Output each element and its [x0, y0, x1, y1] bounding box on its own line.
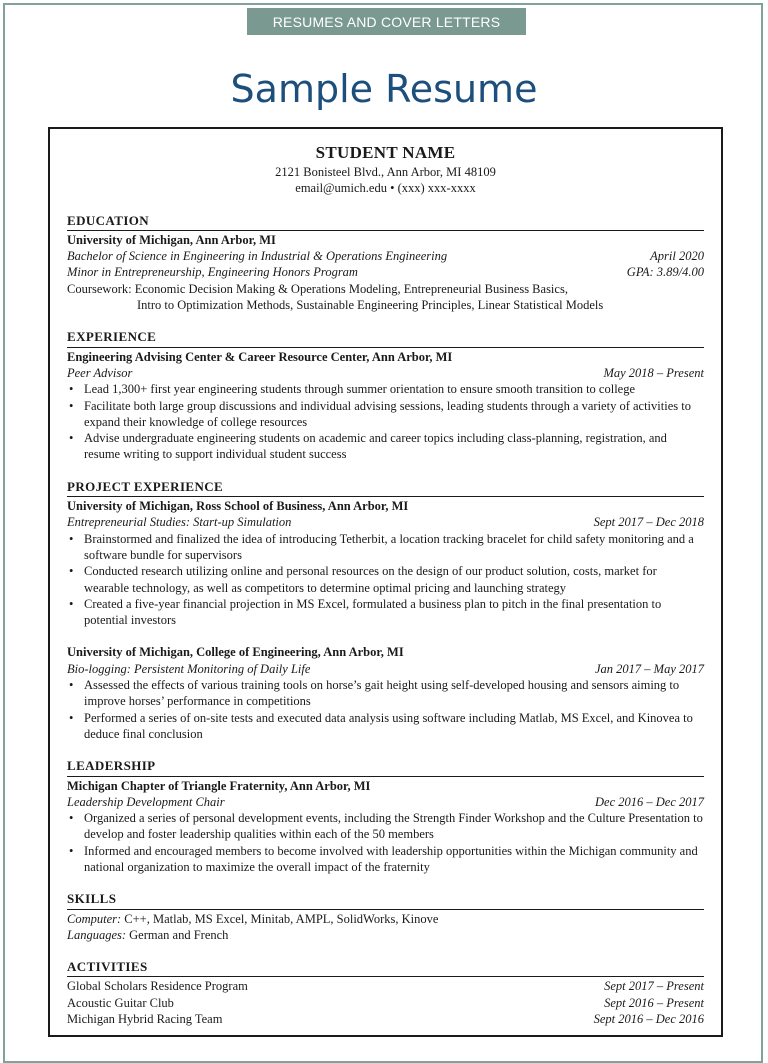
activity-name: Acoustic Guitar Club: [67, 995, 174, 1010]
bullet-item: • Conducted research utilizing online and personal resources on the design of our product solution, costs, market for wearable technology, as well as competitors to determine optimal pricing and launching strategy: [67, 563, 704, 596]
section-heading: EXPERIENCE: [67, 329, 704, 347]
bullet-item: • Facilitate both large group discussions and individual advising sessions, leading students through a variety of activities to expand their knowledge of college resources: [67, 398, 704, 431]
address: 2121 Bonisteel Blvd., Ann Arbor, MI 48109: [275, 165, 496, 179]
project-entry: [67, 644, 704, 742]
language-skills: [67, 927, 704, 943]
minor-row: [67, 264, 704, 280]
activity-row: [67, 978, 704, 994]
leadership-section: [67, 758, 704, 875]
skills-section: [67, 891, 704, 943]
bullet-item: • Created a five-year financial projection in MS Excel, formulated a business plan to pitch in the final presentation to potential investors: [67, 596, 704, 629]
school-name: University of Michigan, Ann Arbor, MI: [67, 232, 276, 247]
section-heading: LEADERSHIP: [67, 758, 704, 776]
gpa: GPA: 3.89/4.00: [626, 265, 704, 280]
bullet-list: [67, 677, 704, 742]
activity-row: [67, 1011, 704, 1027]
project-entry: [67, 498, 704, 628]
activity-name: Michigan Hybrid Racing Team: [67, 1012, 223, 1027]
category-banner: RESUMES AND COVER LETTERS: [247, 8, 526, 35]
activities-section: [67, 959, 704, 1027]
computer-label: Computer:: [67, 911, 122, 926]
organization: University of Michigan, College of Engineering, Ann Arbor, MI: [67, 645, 404, 660]
activity-dates: Sept 2016 – Dec 2016: [593, 1012, 704, 1027]
role: Entrepreneurial Studies: Start-up Simulation: [67, 515, 292, 530]
role: Peer Advisor: [67, 365, 133, 380]
role-row: [67, 661, 704, 677]
minor: Minor in Entrepreneurship, Engineering Honors Program: [67, 265, 358, 280]
computer-skills: [67, 911, 704, 927]
organization: University of Michigan, Ross School of Business, Ann Arbor, MI: [67, 499, 409, 514]
bullet-item: • Informed and encouraged members to become involved with leadership opportunities within the Michigan community and national organization to maximize the overall impact of the fraternity: [67, 843, 704, 876]
bullet-item: • Lead 1,300+ first year engineering students through summer orientation to ensure smooth transition to college: [67, 381, 704, 397]
section-heading: SKILLS: [67, 891, 704, 909]
activity-name: Global Scholars Residence Program: [67, 979, 248, 994]
resume-document: [48, 127, 723, 1037]
student-name: STUDENT NAME: [315, 143, 456, 162]
role-row: [67, 794, 704, 810]
computer-value: C++, Matlab, MS Excel, Minitab, AMPL, SolidWorks, Kinove: [124, 911, 439, 926]
activity-dates: Sept 2017 – Present: [604, 979, 704, 994]
activity-row: [67, 995, 704, 1011]
languages-label: Languages:: [67, 927, 127, 942]
resume-content: [67, 142, 704, 1027]
role: Leadership Development Chair: [67, 794, 225, 809]
page-title: Sample Resume: [230, 67, 538, 111]
dates: May 2018 – Present: [603, 365, 704, 380]
bullet-list: [67, 810, 704, 875]
section-heading: PROJECT EXPERIENCE: [67, 479, 704, 497]
role-row: [67, 514, 704, 530]
bullet-item: • Organized a series of personal development events, including the Strength Finder Workshop and the Culture Presentation to develop and foster leadership qualities within each of the 50 members: [67, 810, 704, 843]
contact-info: email@umich.edu • (xxx) xxx-xxxx: [295, 181, 476, 196]
organization: Engineering Advising Center & Career Resource Center, Ann Arbor, MI: [67, 349, 453, 364]
coursework-line-2: Intro to Optimization Methods, Sustainable Engineering Principles, Linear Statistical Models: [137, 298, 604, 313]
bullet-list: [67, 531, 704, 629]
coursework-line-1: Coursework: Economic Decision Making & Operations Modeling, Entrepreneurial Business Basics,: [67, 281, 568, 296]
bullet-item: • Brainstormed and finalized the idea of introducing Tetherbit, a location tracking bracelet for child safety monitoring and a software bundle for supervisors: [67, 531, 704, 564]
degree-date: April 2020: [650, 249, 704, 264]
degree: Bachelor of Science in Engineering in Industrial & Operations Engineering: [67, 249, 448, 264]
degree-row: [67, 248, 704, 264]
dates: Jan 2017 – May 2017: [594, 661, 704, 676]
role: Bio-logging: Persistent Monitoring of Daily Life: [67, 661, 311, 676]
bullet-item: • Advise undergraduate engineering students on academic and career topics including class-planning, registration, and resume writing to support individual student success: [67, 430, 704, 463]
bullet-list: [67, 381, 704, 462]
activity-dates: Sept 2016 – Present: [604, 995, 704, 1010]
bullet-item: • Performed a series of on-site tests and executed data analysis using software including Matlab, MS Excel, and Kinovea to deduce final conclusion: [67, 710, 704, 743]
organization: Michigan Chapter of Triangle Fraternity, Ann Arbor, MI: [67, 778, 371, 793]
project-experience-section: [67, 479, 704, 742]
languages-value: German and French: [129, 927, 229, 942]
experience-section: [67, 329, 704, 462]
section-heading: ACTIVITIES: [67, 959, 704, 977]
section-heading: EDUCATION: [67, 213, 704, 231]
bullet-item: • Assessed the effects of various training tools on horse’s gait height using self-developed housing and sensors aiming to improve horses’ performance in competitions: [67, 677, 704, 710]
dates: Sept 2017 – Dec 2018: [593, 515, 704, 530]
dates: Dec 2016 – Dec 2017: [595, 794, 704, 809]
education-section: [67, 213, 704, 314]
role-row: [67, 365, 704, 381]
